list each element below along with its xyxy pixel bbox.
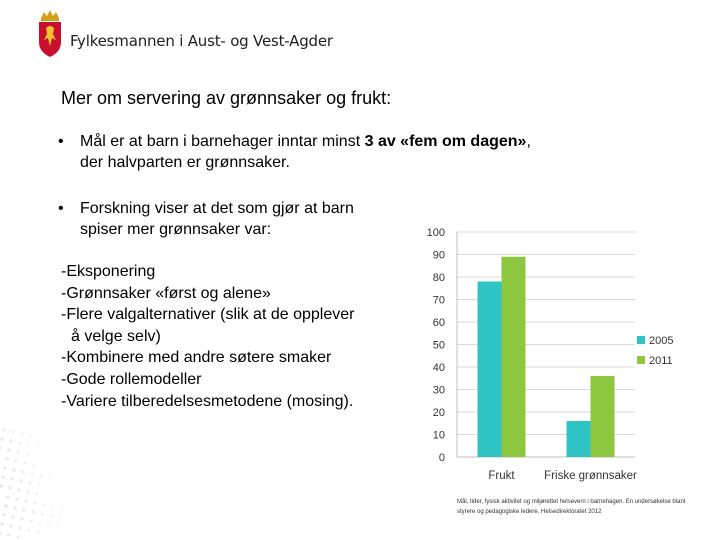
source-note: Mål, tider, fysisk aktivitet og miljørettet helsevern i barnehagen. En undersøkelse blant styrere og pedagogiske ledere. Helsedirektoratet 2012	[457, 499, 686, 515]
y-tick-label: 20	[432, 407, 445, 419]
list-item: -Kombinere med andre søtere smaker	[61, 349, 332, 367]
decorative-dot	[0, 446, 2, 449]
decorative-dot	[1, 475, 4, 478]
y-tick-label: 0	[438, 452, 445, 464]
decorative-dot	[33, 501, 36, 504]
decorative-dot	[58, 516, 61, 519]
decorative-dot	[4, 504, 7, 507]
decorative-dot	[36, 445, 39, 448]
decorative-dot	[54, 534, 57, 537]
y-tick-label: 70	[432, 294, 445, 307]
list-item: -Grønnsaker «først og alene»	[61, 284, 271, 302]
decorative-dot	[30, 472, 33, 475]
decorative-dot	[40, 512, 43, 515]
decorative-dot	[31, 510, 34, 513]
decorative-dot	[60, 507, 63, 510]
decorative-dot	[49, 514, 52, 517]
decorative-dot	[67, 518, 70, 521]
decorative-dot	[8, 486, 11, 489]
slide-title: Mer om servering av grønnsaker og frukt:	[61, 88, 392, 108]
decorative-dot	[0, 437, 3, 440]
decorative-dot	[29, 519, 32, 522]
decorative-dot	[25, 452, 28, 455]
decorative-dot	[32, 463, 35, 466]
bar-2005-0	[478, 282, 502, 458]
decorative-dot	[35, 492, 38, 495]
decorative-dot	[9, 439, 12, 442]
decorative-dot	[20, 517, 23, 520]
decorative-dot	[44, 494, 47, 497]
decorative-dot	[7, 533, 10, 536]
bullet-dot: •	[58, 133, 64, 150]
bar-chart	[420, 220, 700, 485]
legend-swatch-2011	[637, 356, 645, 364]
decorative-dot	[38, 436, 41, 439]
decorative-dot	[38, 521, 41, 524]
y-tick-label: 30	[432, 384, 445, 397]
decorative-dot	[12, 468, 15, 471]
org-name: Fylkesmannen i Aust- og Vest-Agder	[70, 32, 333, 50]
legend-label-2005: 2005	[649, 335, 674, 347]
list-item: -Variere tilberedelsesmetodene (mosing).	[61, 392, 354, 410]
decorative-dot	[18, 526, 21, 529]
decorative-dot	[50, 467, 53, 470]
y-tick-label: 50	[432, 339, 445, 352]
decorative-dot	[11, 515, 14, 518]
list-item: å velge selv)	[71, 327, 161, 345]
decorative-dot	[0, 531, 2, 534]
decorative-dot	[53, 496, 56, 499]
decorative-dot	[51, 505, 54, 508]
decorative-dot	[27, 443, 30, 446]
decorative-dot	[34, 454, 37, 457]
decorative-dot	[20, 432, 23, 435]
decorative-dot	[16, 535, 19, 538]
legend-swatch-2005	[637, 336, 645, 344]
decorative-dot	[3, 466, 6, 469]
legend-label-2011: 2011	[649, 355, 673, 367]
decorative-dot	[62, 498, 65, 501]
decorative-dots	[0, 420, 110, 540]
decorative-dot	[10, 477, 13, 480]
decorative-dot	[13, 506, 16, 509]
bullet-research-text: Forskning viser at det som gjør at barn spiser mer grønnsaker var:	[80, 200, 354, 238]
bullet-goal-text-pre: Mål er at barn i barnehager inntar minst	[80, 133, 365, 150]
decorative-dot	[15, 497, 18, 500]
decorative-dot	[5, 457, 8, 460]
decorative-dot	[24, 499, 27, 502]
factor-list	[61, 261, 354, 412]
x-tick-label: Frukt	[488, 470, 515, 482]
y-tick-label: 100	[426, 227, 445, 239]
decorative-dot	[56, 525, 59, 528]
decorative-dot	[47, 523, 50, 526]
bar-chart-svg	[420, 220, 700, 485]
decorative-dot	[27, 528, 30, 531]
decorative-dot	[0, 522, 3, 525]
coat-of-arms-icon	[36, 8, 64, 58]
decorative-dot	[46, 485, 49, 488]
decorative-dot	[36, 530, 39, 533]
decorative-dot	[16, 450, 19, 453]
decorative-dot	[45, 447, 48, 450]
decorative-dot	[17, 488, 20, 491]
decorative-dot	[2, 513, 5, 516]
decorative-dot	[42, 503, 45, 506]
y-tick-label: 40	[432, 362, 445, 374]
list-item: -Flere valgalternativer (slik at de opplever	[61, 306, 355, 324]
bar-2011-1	[591, 376, 615, 457]
decorative-dot	[29, 434, 32, 437]
decorative-dot	[37, 483, 40, 486]
bullet-goal-text-bold: 3 av «fem om dagen»	[364, 133, 527, 150]
decorative-dot	[43, 456, 46, 459]
x-tick-label: Friske grønnsaker	[544, 470, 637, 482]
decorative-dot	[48, 476, 51, 479]
decorative-dot	[26, 490, 29, 493]
decorative-dot	[7, 448, 10, 451]
decorative-dot	[19, 479, 22, 482]
decorative-dot	[41, 465, 44, 468]
decorative-dot	[14, 459, 17, 462]
decorative-dot	[22, 508, 25, 511]
y-tick-label: 60	[432, 317, 445, 329]
decorative-dot	[21, 470, 24, 473]
bar-2005-1	[567, 421, 591, 457]
decorative-dot	[39, 474, 42, 477]
decorative-dot	[23, 461, 26, 464]
decorative-dot	[11, 430, 14, 433]
decorative-dot	[18, 441, 21, 444]
bar-2011-0	[502, 257, 526, 457]
list-item: -Gode rollemodeller	[61, 370, 202, 388]
decorative-dot	[2, 428, 5, 431]
decorative-dot	[45, 532, 48, 535]
decorative-dot	[28, 481, 31, 484]
y-tick-label: 80	[432, 272, 445, 284]
decorative-dot	[0, 484, 3, 487]
decorative-dot	[55, 487, 58, 490]
decorative-dot	[6, 495, 9, 498]
decorative-dot	[9, 524, 12, 527]
bullet-goal-text-post: , der halvparten er grønnsaker.	[80, 133, 531, 171]
bullet-dot: •	[58, 200, 64, 217]
y-tick-label: 90	[432, 249, 445, 262]
list-item: -Eksponering	[61, 263, 156, 280]
y-tick-label: 10	[432, 429, 445, 442]
